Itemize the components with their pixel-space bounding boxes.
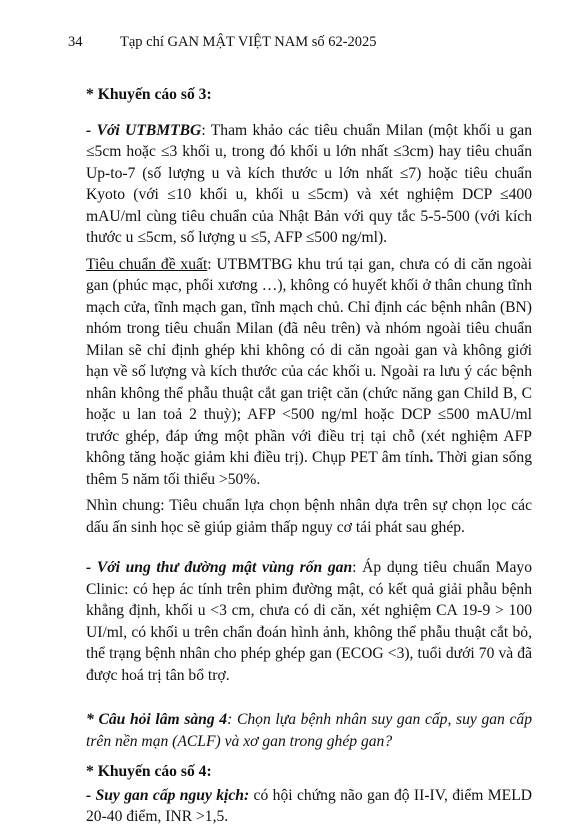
utbmtbg-text: : Tham khảo các tiêu chuẩn Milan (một khối u gan ≤5cm hoặc ≤3 khối u, trong đó khối u lớn nhất ≤3cm) hay tiêu chuẩn Up-to-7 (số lượng u và kích thước u lớn nhất ≤7) hoặc tiêu chuẩn Kyoto (với ≤10 khối u, khối u ≤5cm) và xét nghiệm DCP ≤400 mAU/ml cùng tiêu chuẩn của Nhật Bản với quy tắc 5-5-500 (với kích thước u ≤5cm, số lượng u ≤5, AFP ≤500 ng/ml).: [86, 121, 532, 246]
proposed-criteria-text-a: : UTBMTBG khu trú tại gan, chưa có di căn ngoài gan (phúc mạc, phổi xương …), không có huyết khối ở thân chung tĩnh mạch cửa, tĩnh mạch gan, tĩnh mạch chủ. Chỉ định các bệnh nhân (BN) nhóm trong tiêu chuẩn Milan (đã nêu trên) và nhóm ngoài tiêu chuẩn Milan sẽ chỉ định ghép khi không có di căn ngoài gan và không giới hạn về số lượng và kích thước của các khối u. Ngoài ra lưu ý các bệnh nhân không thể phẫu thuật cắt gan triệt căn (chức năng gan Child B, C hoặc u lan toả 2 thuỳ); AFP <500 ng/ml hoặc DCP ≤500 mAU/ml trước ghép, đáp ứng một phần với điều trị tại chỗ (xét nghiệm AFP không tăng hoặc giảm khi điều trị). Chụp PET âm tính: [86, 255, 532, 466]
proposed-criteria-paragraph: [86, 254, 532, 491]
recommendation-3-heading: [86, 84, 532, 106]
clinical-question-4-text: : Chọn lựa bệnh nhân suy gan cấp, suy gan cấp trên nền mạn (ACLF) và xơ gan trong ghép gan?: [86, 711, 532, 750]
running-header: [68, 33, 532, 51]
journal-title: Tạp chí GAN MẬT VIỆT NAM số 62-2025: [120, 34, 377, 50]
article-body: [86, 84, 532, 837]
recommendation-3-label: * Khuyến cáo số 3: [86, 86, 207, 103]
acute-liver-failure-label: - Suy gan cấp nguy kịch:: [86, 786, 250, 804]
proposed-criteria-text-b: Thời gian sống thêm 5 năm tối thiểu >50%.: [86, 449, 533, 488]
hilar-label: - Với ung thư đường mật vùng rốn gan: [86, 559, 353, 576]
spacer: [86, 695, 532, 709]
hilar-cholangiocarcinoma-paragraph: [86, 557, 532, 686]
spacer: [86, 547, 532, 557]
clinical-question-4-label: * Câu hỏi lâm sàng 4: [86, 711, 228, 728]
hilar-text: : Áp dụng tiêu chuẩn Mayo Clinic: có hẹp ác tính trên phim đường mật, có kết quả giải phẫu bệnh khẳng định, khối u <3 cm, chưa có di căn, xét nghiệm CA 19-9 > 100 UI/ml, có khối u trên chẩn đoán hình ảnh, không thể phẫu thuật cắt bỏ, thể trạng bệnh nhân cho phép ghép gan (ECOG <3), tuổi dưới 70 và đã được hoá trị tân bổ trợ.: [86, 559, 532, 684]
utbmtbg-paragraph: [86, 120, 532, 249]
utbmtbg-label: - Với UTBMTBG: [86, 121, 202, 139]
proposed-criteria-label: Tiêu chuẩn đề xuất: [86, 255, 208, 273]
recommendation-4-label: * Khuyến cáo số 4: [86, 763, 207, 780]
recommendation-4-colon: :: [206, 763, 212, 780]
acute-liver-failure-text: có hội chứng não gan độ II-IV, điểm MELD 20-40 điểm, INR >1,5.: [86, 786, 532, 825]
proposed-criteria-dot: .: [429, 449, 434, 466]
clinical-question-4: [86, 709, 532, 752]
overview-paragraph: Nhìn chung: Tiêu chuẩn lựa chọn bệnh nhân dựa trên sự chọn lọc các dấu ấn sinh học sẽ giúp giảm thấp nguy cơ tái phát sau ghép.: [86, 497, 532, 536]
acute-liver-failure-paragraph: [86, 785, 532, 828]
recommendation-4-heading: [86, 761, 532, 783]
page-number: 34: [68, 34, 83, 50]
recommendation-3-colon: :: [206, 86, 212, 103]
